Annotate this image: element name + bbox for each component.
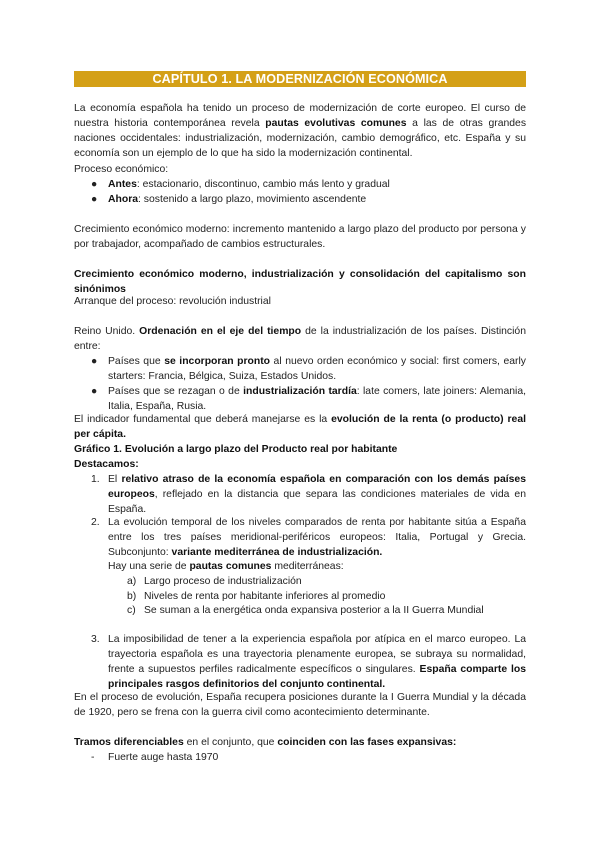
antes-label: Antes bbox=[108, 179, 137, 190]
reino-bold: Ordenación en el eje del tiempo bbox=[139, 326, 302, 337]
reino-pre: Reino Unido. bbox=[74, 326, 140, 337]
indicador-bold: evolución de la renta (o producto) real per cápita. bbox=[74, 414, 526, 440]
i3-bold: España comparte los principales rasgos definitorios del conjunto continental. bbox=[108, 664, 526, 690]
grafico-text: Gráfico 1. Evolución a largo plazo del Producto real por habitante bbox=[74, 444, 398, 455]
tramos-bold1: Tramos diferenciables bbox=[74, 737, 184, 748]
ahora-text: : sostenido a largo plazo, movimiento ascendente bbox=[138, 194, 367, 205]
bullet-dot: ● bbox=[91, 356, 98, 367]
b2-pre: Países que se rezagan o de bbox=[108, 386, 244, 397]
tramos-item: Fuerte auge hasta 1970 bbox=[108, 752, 219, 763]
indicador-paragraph bbox=[74, 412, 526, 442]
bullet-dot: ● bbox=[91, 386, 98, 397]
b2-post: : late comers, late joiners: Alemania, Italia, España, Rusia. bbox=[108, 386, 526, 412]
dash-marker: - bbox=[91, 752, 95, 763]
hay-post: mediterráneas: bbox=[271, 561, 344, 572]
bullet-dot: ● bbox=[91, 179, 98, 190]
ahora-label: Ahora bbox=[108, 194, 139, 205]
i1-post: , reflejado en la distancia que separa las condiciones materiales de vida en España. bbox=[108, 489, 526, 515]
proceso-label: Proceso económico: bbox=[74, 164, 169, 175]
tramos-mid: en el conjunto, que bbox=[183, 737, 278, 748]
b1-bold: se incorporan pronto bbox=[164, 356, 271, 367]
reino-post: de la industrialización de los países. Distinción entre: bbox=[74, 326, 526, 352]
chapter-title: CAPÍTULO 1. LA MODERNIZACIÓN ECONÓMICA bbox=[74, 71, 526, 87]
bullet-early bbox=[108, 354, 526, 384]
grafico-caption bbox=[74, 442, 526, 457]
tramos-line bbox=[74, 735, 526, 750]
item-2 bbox=[108, 515, 526, 560]
intro-bold: pautas evolutivas comunes bbox=[265, 118, 407, 129]
section-heading bbox=[74, 267, 526, 297]
crecimiento-paragraph: Crecimiento económico moderno: incremento mantenido a largo plazo del producto por persona y por trabajador, acompañado de cambios estructurales. bbox=[74, 224, 526, 250]
item-number: 3. bbox=[91, 634, 100, 645]
destacamos-text: Destacamos: bbox=[74, 459, 139, 470]
item-1 bbox=[108, 472, 526, 517]
intro-text: La economía española ha tenido un proceso de modernización de corte europeo. El curso de nuestra historia contemporánea revela bbox=[74, 103, 526, 129]
evolucion-paragraph: En el proceso de evolución, España recupera posiciones durante la I Guerra Mundial y la década de 1920, pero se frena con la guerra civil como acontecimiento determinante. bbox=[74, 692, 526, 718]
arranque-line: Arranque del proceso: revolución industrial bbox=[74, 296, 271, 307]
item-number: 2. bbox=[91, 517, 100, 528]
i1-bold: relativo atraso de la economía española en comparación con los demás países europeos bbox=[108, 474, 526, 500]
pautas-line bbox=[108, 559, 526, 574]
bullet-late bbox=[108, 384, 526, 414]
intro-text-rest: a las de otras grandes naciones occidentales: industrialización, modernización, cambio demográfico, etc. España y su economía son un ejemplo de lo que ha sido la modernización continental. bbox=[74, 118, 527, 159]
sub-item-a: Largo proceso de industrialización bbox=[144, 576, 302, 587]
sub-letter: b) bbox=[127, 591, 137, 602]
bullet-ahora bbox=[108, 192, 526, 207]
bullet-antes bbox=[108, 177, 526, 192]
i3-text: La imposibilidad de tener a la experiencia española por atípica en el marco europeo. La trayectoria española es una trayectoria plenamente europea, se subraya su normalidad, frente a supuestos perfiles radicalmente específicos o singulares. bbox=[108, 634, 526, 675]
antes-text: : estacionario, discontinuo, cambio más lento y gradual bbox=[136, 179, 390, 190]
item-number: 1. bbox=[91, 474, 100, 485]
indicador-pre: El indicador fundamental que deberá manejarse es la bbox=[74, 414, 332, 425]
hay-pre: Hay una serie de bbox=[108, 561, 190, 572]
b1-pre: Países que bbox=[108, 356, 165, 367]
b2-bold: industrialización tardía bbox=[243, 386, 357, 397]
reino-paragraph bbox=[74, 324, 526, 354]
destacamos-label bbox=[74, 457, 526, 472]
hay-bold: pautas comunes bbox=[189, 561, 272, 572]
i2-bold: variante mediterránea de industrialización. bbox=[171, 547, 383, 558]
section-heading-text: Crecimiento económico moderno, industrialización y consolidación del capitalismo son sinónimos bbox=[74, 269, 526, 295]
intro-paragraph bbox=[74, 101, 526, 161]
sub-letter: c) bbox=[127, 605, 136, 616]
item-3 bbox=[108, 632, 526, 692]
sub-letter: a) bbox=[127, 576, 137, 587]
sub-item-b: Niveles de renta por habitante inferiores al promedio bbox=[144, 591, 386, 602]
bullet-dot: ● bbox=[91, 194, 98, 205]
i2-pre: La evolución temporal de los niveles comparados de renta por habitante sitúa a España entre los tres países meridional-periféricos europeos: Italia, Portugal y Grecia. Subconjunto: bbox=[108, 517, 526, 558]
sub-item-c: Se suman a la energética onda expansiva posterior a la II Guerra Mundial bbox=[144, 605, 484, 616]
i1-pre: El bbox=[108, 474, 122, 485]
b1-post: al nuevo orden económico y social: first comers, early starters: Francia, Bélgica, Suiza, Estados Unidos. bbox=[108, 356, 526, 382]
tramos-bold2: coinciden con las fases expansivas: bbox=[277, 737, 457, 748]
